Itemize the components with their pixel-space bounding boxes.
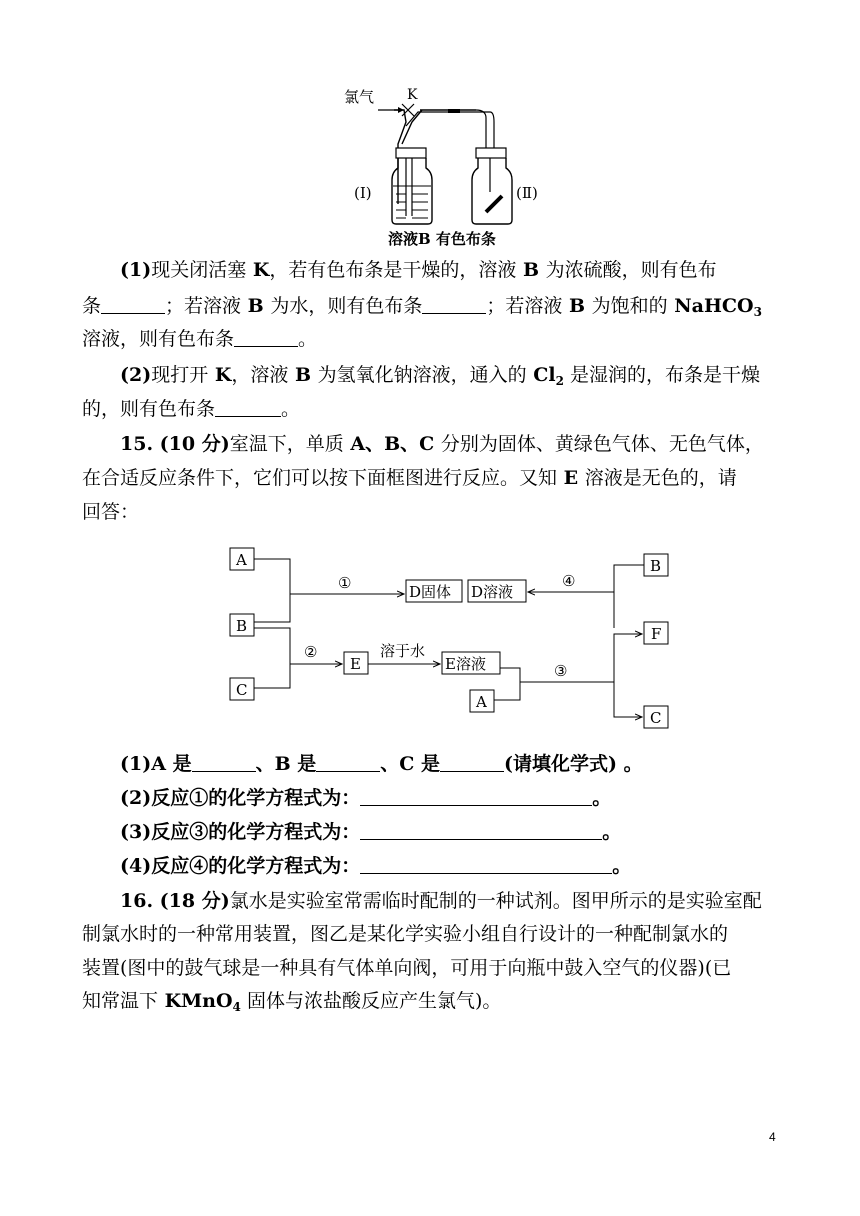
- q15-intro-line2: 在合适反应条件下，它们可以按下面框图进行反应。又知 E 溶液是无色的，请: [82, 467, 737, 489]
- bottle2-tube: [476, 110, 494, 148]
- q16-line4: 知常温下 KMnO$_4$ 固体与浓盐酸反应产生氯气)。: [82, 990, 502, 1014]
- apparatus-caption: 溶液B 有色布条: [388, 230, 496, 248]
- colored-cloth-strip: [486, 196, 502, 212]
- bottle1-stopper: [396, 148, 426, 158]
- label-D-solid: D固体: [409, 583, 452, 601]
- q15-intro-line3: 回答：: [82, 501, 140, 523]
- answer-blank[interactable]: [234, 328, 298, 347]
- q16-line2: 制氯水时的一种常用装置，图乙是某化学实验小组自行设计的一种配制氯水的: [82, 923, 729, 945]
- q14-part1-line3: 溶液，则有色布条 。: [82, 328, 318, 350]
- answer-blank[interactable]: [422, 295, 486, 314]
- q14-part1-line1: (1)现关闭活塞 K，若有色布条是干燥的，溶液 B 为浓硫酸，则有色布: [120, 259, 717, 281]
- connector-r3-to-C: [614, 682, 642, 717]
- q14-part1-line2: 条 ；若溶液 B 为水，则有色布条 ；若溶液 B 为饱和的 NaHCO$_3$: [82, 295, 762, 319]
- answer-blank[interactable]: [360, 787, 592, 806]
- q15-sub2: (2)反应①的化学方程式为： 。: [120, 787, 612, 809]
- bottle2-stopper: [476, 148, 506, 158]
- connector-r4: [528, 565, 644, 628]
- label-E: E: [350, 655, 361, 673]
- q15-intro-line1: 15. (10 分)室温下，单质 A、B、C 分别为固体、黄绿色气体、无色气体，: [120, 433, 764, 455]
- label-E-solution: E溶液: [445, 655, 486, 673]
- answer-blank[interactable]: [215, 398, 281, 417]
- label-A: A: [236, 551, 247, 569]
- connector-r2: [254, 628, 342, 688]
- q14-part2-line2: 的，则有色布条 。: [82, 398, 301, 420]
- q16-line1: 16. (18 分)氯水是实验室常需临时配制的一种试剂。图甲所示的是实验室配: [120, 890, 762, 912]
- gas-label: 氯气: [344, 88, 375, 106]
- q15-sub4: (4)反应④的化学方程式为： 。: [120, 855, 632, 877]
- label-B-left: B: [236, 617, 248, 635]
- connector-r3-to-F: [614, 634, 642, 682]
- answer-blank[interactable]: [360, 821, 602, 840]
- bottle2-body: [472, 158, 512, 224]
- label-reaction-4: ④: [562, 572, 576, 590]
- label-F: F: [651, 625, 662, 643]
- apparatus-diagram: [340, 82, 550, 250]
- page-number: 4: [769, 1130, 776, 1144]
- answer-blank[interactable]: [440, 753, 504, 772]
- q14-part2-line1: (2)现打开 K，溶液 B 为氢氧化钠溶液，通入的 $Cl_2$ 是湿润的，布条是干燥: [120, 364, 761, 388]
- label-C-left: C: [236, 681, 248, 699]
- label-A-lower: A: [476, 693, 487, 711]
- label-D-solution: D溶液: [471, 583, 514, 601]
- label-reaction-2: ②: [304, 643, 318, 661]
- reaction-flowchart: [228, 542, 678, 734]
- tube-connector: [448, 109, 460, 113]
- q15-sub1: (1)A 是 、B 是 、C 是 (请填化学式) 。: [120, 753, 643, 775]
- q16-line3: 装置(图中的鼓气球是一种具有气体单向阀，可用于向瓶中鼓入空气的仪器)(已: [82, 957, 732, 979]
- answer-blank[interactable]: [192, 753, 256, 772]
- connector-r1: [254, 559, 404, 622]
- q15-sub3: (3)反应③的化学方程式为： 。: [120, 821, 622, 843]
- bottle1-label: (Ⅰ): [354, 184, 372, 202]
- label-dissolve: 溶于水: [380, 642, 426, 660]
- label-reaction-1: ①: [338, 574, 352, 592]
- answer-blank[interactable]: [360, 855, 612, 874]
- answer-blank[interactable]: [101, 295, 165, 314]
- answer-blank[interactable]: [316, 753, 380, 772]
- label-B-right: B: [650, 557, 662, 575]
- bottle2-label: (Ⅱ): [516, 184, 538, 202]
- valve-label: K: [407, 87, 418, 103]
- label-reaction-3: ③: [554, 662, 568, 680]
- label-C-right: C: [650, 709, 662, 727]
